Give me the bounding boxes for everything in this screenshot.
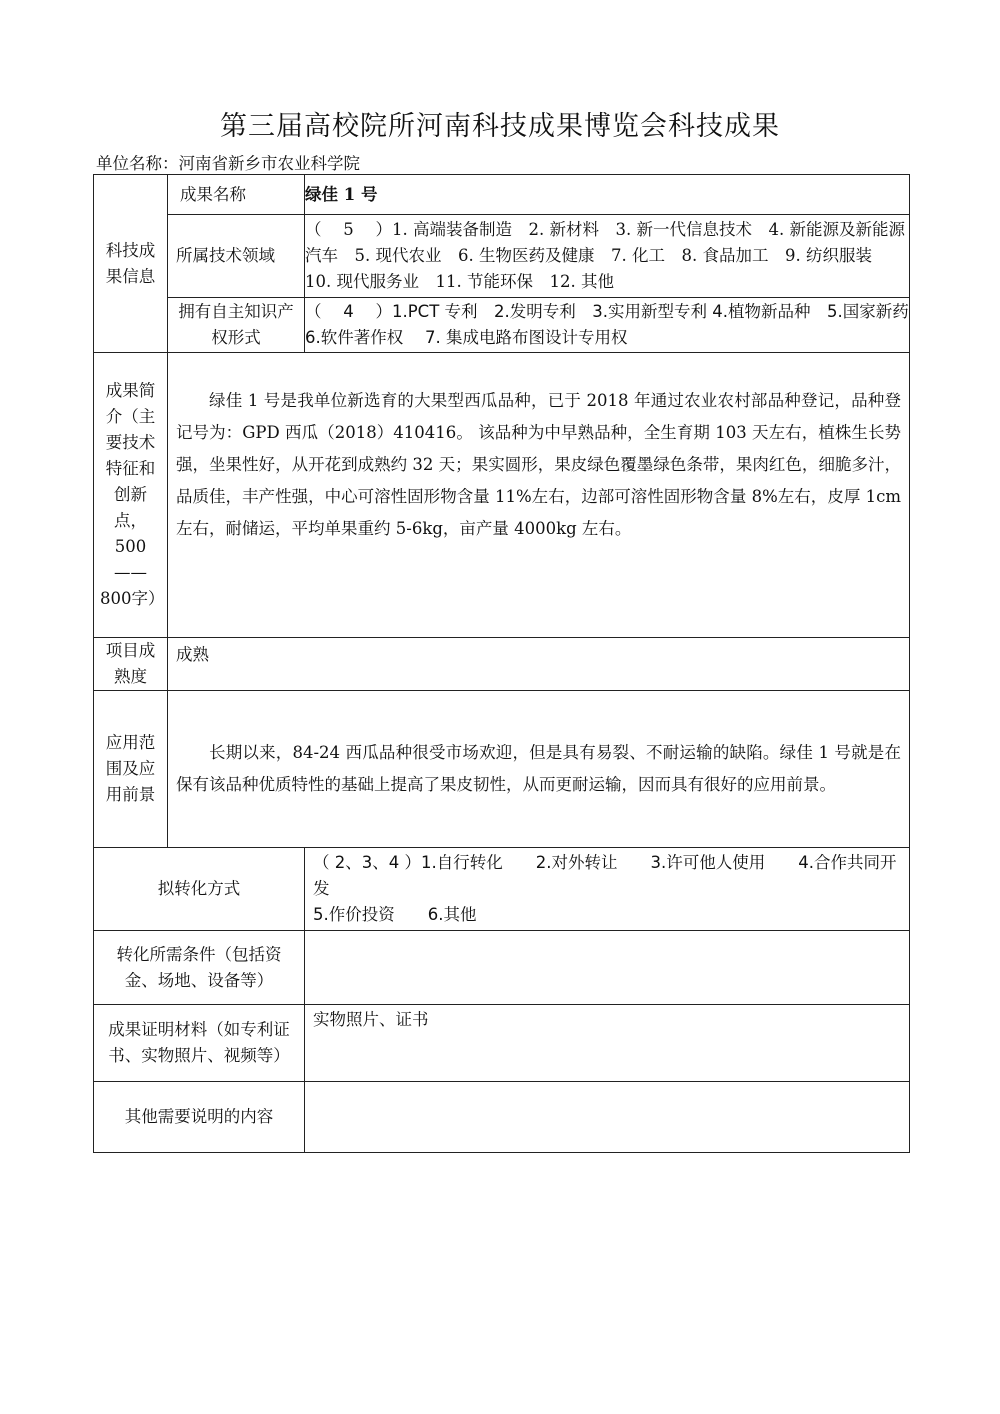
achievement-name-value: 绿佳 1 号 <box>305 175 910 215</box>
other-label: 其他需要说明的内容 <box>94 1082 305 1153</box>
achievement-form-table <box>93 174 926 1153</box>
tech-field-label: 所属技术领域 <box>168 215 305 298</box>
row-ip-form <box>94 298 910 353</box>
unit-name: 单位名称：河南省新乡市农业科学院 <box>96 154 360 173</box>
achievement-name-label: 成果名称 <box>168 175 305 215</box>
row-transfer <box>94 848 910 931</box>
maturity-label: 项目成熟度 <box>94 638 168 691</box>
summary-text: 绿佳 1 号是我单位新选育的大果型西瓜品种，已于 2018 年通过农业农村部品种登记，品种登记号为：GPD 西瓜（2018）410416。 该品种为中早熟品种，全生育期 103 天左右，植株生长势强，坐果性好，从开花到成熟约 32 天；果实圆形，果皮绿色覆墨绿色条带，果肉红色，细脆多汁，品质佳，丰产性强，中心可溶性固形物含量 11%左右，边部可溶性固形物含量 8%左右，皮厚 1cm 左右，耐储运，平均单果重约 5-6kg，亩产量 4000kg 左右。 <box>176 391 901 538</box>
row-achievement-name <box>94 175 910 215</box>
maturity-value: 成熟 <box>168 638 910 691</box>
ip-form-value: （ 4 ）1.PCT 专利 2.发明专利 3.实用新型专利 4.植物新品种 5.国家新药 6.软件著作权 7. 集成电路布图设计专用权 <box>305 298 910 353</box>
conditions-label: 转化所需条件（包括资金、场地、设备等） <box>94 931 305 1005</box>
proof-label: 成果证明材料（如专利证书、实物照片、视频等） <box>94 1005 305 1082</box>
document-title: 第三届高校院所河南科技成果博览会科技成果 <box>220 111 780 142</box>
row-summary <box>94 353 910 638</box>
transfer-options: （ 2、3、4 ）1.自行转化 2.对外转让 3.许可他人使用 4.合作共同开发 <box>313 853 897 898</box>
proof-value: 实物照片、证书 <box>305 1005 910 1082</box>
application-label: 应用范围及应用前景 <box>94 691 168 848</box>
transfer-label: 拟转化方式 <box>94 848 305 931</box>
row-tech-field <box>94 215 910 298</box>
section-info-label: 科技成果信息 <box>94 175 168 353</box>
other-value <box>305 1082 910 1153</box>
row-conditions <box>94 931 910 1005</box>
ip-form-label: 拥有自主知识产权形式 <box>168 298 305 353</box>
row-proof <box>94 1005 910 1082</box>
row-other <box>94 1082 910 1153</box>
tech-field-value: （ 5 ）1. 高端装备制造 2. 新材料 3. 新一代信息技术 4. 新能源及新能源汽车 5. 现代农业 6. 生物医药及健康 7. 化工 8. 食品加工 9. 纺织服装 10. 现代服务业 11. 节能环保 12. 其他 <box>305 215 910 298</box>
row-maturity <box>94 638 910 691</box>
application-text: 长期以来，84-24 西瓜品种很受市场欢迎，但是具有易裂、不耐运输的缺陷。绿佳 1 号就是在保有该品种优质特性的基础上提高了果皮韧性，从而更耐运输，因而具有很好的应用前景。 <box>176 743 901 794</box>
conditions-value <box>305 931 910 1005</box>
transfer-options-extra: 5.作价投资 6.其他 <box>313 905 477 924</box>
row-application <box>94 691 910 848</box>
summary-label: 成果简介（主要技术特征和创新点，500——800字） <box>94 353 168 638</box>
